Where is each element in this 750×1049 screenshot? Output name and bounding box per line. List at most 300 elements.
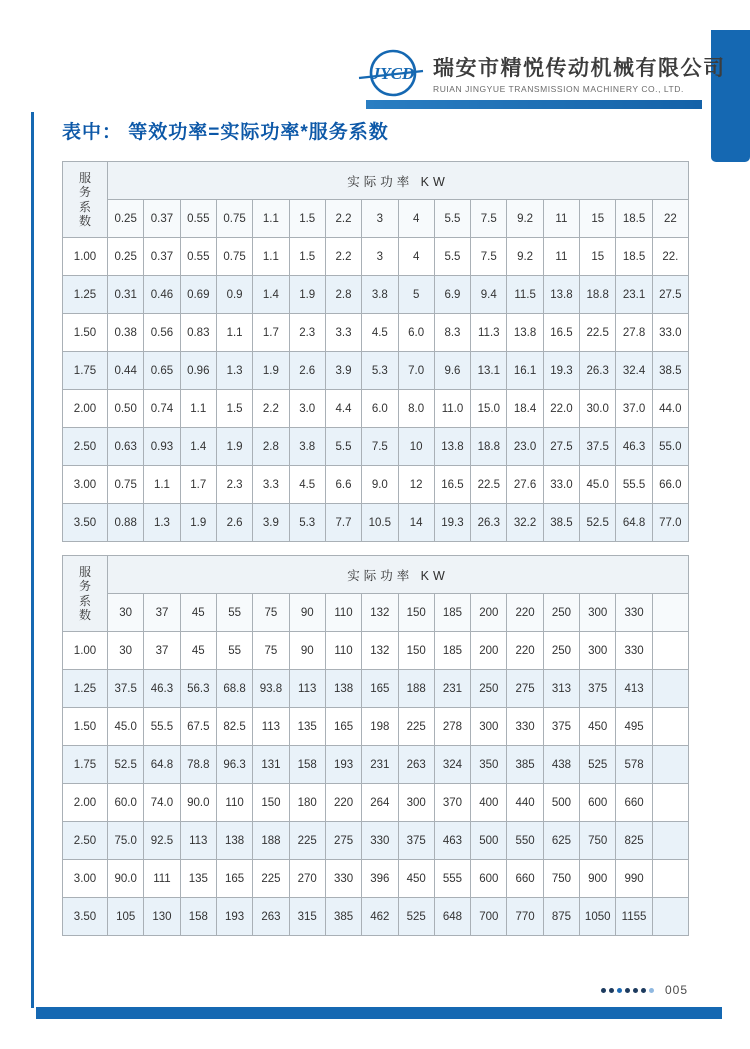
power-value-cell: 16.5 [543, 314, 579, 352]
power-value-cell [652, 632, 688, 670]
power-value-cell: 0.37 [144, 238, 180, 276]
actual-power-header: 实际功率 KW [108, 556, 689, 594]
power-value-cell: 875 [543, 898, 579, 936]
power-value-cell: 5.5 [325, 428, 361, 466]
power-value-cell: 3.3 [253, 466, 289, 504]
power-value-cell: 44.0 [652, 390, 688, 428]
power-value-cell: 105 [108, 898, 144, 936]
power-value-cell: 660 [507, 860, 543, 898]
power-value-cell: 60.0 [108, 784, 144, 822]
power-column-header: 250 [543, 594, 579, 632]
power-value-cell: 0.44 [108, 352, 144, 390]
power-value-cell: 11.3 [471, 314, 507, 352]
power-column-header: 4 [398, 200, 434, 238]
power-value-cell: 2.6 [289, 352, 325, 390]
power-value-cell: 600 [580, 784, 616, 822]
actual-power-header: 实际功率 KW [108, 162, 689, 200]
power-value-cell: 225 [253, 860, 289, 898]
service-factor-cell: 2.50 [63, 822, 108, 860]
power-value-cell: 463 [434, 822, 470, 860]
table-row [63, 276, 689, 314]
power-value-cell: 6.0 [362, 390, 398, 428]
power-value-cell: 578 [616, 746, 652, 784]
power-value-cell: 4 [398, 238, 434, 276]
power-value-cell: 55.5 [616, 466, 652, 504]
service-factor-cell: 3.00 [63, 860, 108, 898]
power-column-header [652, 594, 688, 632]
power-value-cell: 132 [362, 632, 398, 670]
power-table [62, 555, 689, 936]
power-column-header: 2.2 [325, 200, 361, 238]
power-value-cell: 270 [289, 860, 325, 898]
power-value-cell: 278 [434, 708, 470, 746]
power-value-cell: 2.6 [216, 504, 252, 542]
power-value-cell: 2.8 [325, 276, 361, 314]
power-value-cell: 33.0 [543, 466, 579, 504]
power-value-cell: 4.5 [362, 314, 398, 352]
power-value-cell: 231 [362, 746, 398, 784]
power-column-header: 300 [580, 594, 616, 632]
power-value-cell: 3.0 [289, 390, 325, 428]
power-column-header: 5.5 [434, 200, 470, 238]
tables-container [62, 161, 689, 936]
power-value-cell: 370 [434, 784, 470, 822]
power-column-header: 200 [471, 594, 507, 632]
power-value-cell: 33.0 [652, 314, 688, 352]
power-value-cell: 1.5 [289, 238, 325, 276]
page-footer [601, 983, 688, 997]
power-value-cell: 2.3 [289, 314, 325, 352]
power-value-cell: 67.5 [180, 708, 216, 746]
power-value-cell: 55.5 [144, 708, 180, 746]
power-value-cell: 385 [507, 746, 543, 784]
power-column-header: 45 [180, 594, 216, 632]
power-value-cell: 16.5 [434, 466, 470, 504]
power-value-cell: 165 [362, 670, 398, 708]
power-value-cell: 22. [652, 238, 688, 276]
power-column-header: 110 [325, 594, 361, 632]
page-content [62, 117, 689, 949]
service-factor-cell: 3.50 [63, 898, 108, 936]
power-column-header: 15 [580, 200, 616, 238]
footer-dot [609, 988, 614, 993]
power-value-cell: 113 [253, 708, 289, 746]
power-value-cell: 648 [434, 898, 470, 936]
service-factor-header: 服 务 系 数 [63, 162, 108, 238]
power-value-cell: 10 [398, 428, 434, 466]
table-row [63, 352, 689, 390]
power-column-header: 0.55 [180, 200, 216, 238]
power-value-cell: 3.3 [325, 314, 361, 352]
power-column-header: 150 [398, 594, 434, 632]
footer-dot [633, 988, 638, 993]
power-value-cell: 500 [471, 822, 507, 860]
power-value-cell: 158 [289, 746, 325, 784]
power-value-cell: 193 [216, 898, 252, 936]
table-row [63, 898, 689, 936]
power-value-cell: 330 [325, 860, 361, 898]
power-value-cell: 2.2 [253, 390, 289, 428]
service-factor-cell: 3.00 [63, 466, 108, 504]
power-value-cell: 130 [144, 898, 180, 936]
power-column-header: 37 [144, 594, 180, 632]
power-value-cell: 75 [253, 632, 289, 670]
power-value-cell: 45.0 [580, 466, 616, 504]
company-name-en: RUIAN JINGYUE TRANSMISSION MACHINERY CO., LTD. [433, 84, 684, 94]
power-value-cell: 700 [471, 898, 507, 936]
power-value-cell: 138 [216, 822, 252, 860]
table-row [63, 632, 689, 670]
power-value-cell: 52.5 [108, 746, 144, 784]
power-value-cell: 2.2 [325, 238, 361, 276]
power-value-cell: 413 [616, 670, 652, 708]
power-value-cell: 3.9 [325, 352, 361, 390]
power-value-cell: 1155 [616, 898, 652, 936]
power-value-cell: 38.5 [543, 504, 579, 542]
power-value-cell: 3.8 [362, 276, 398, 314]
power-value-cell: 45 [180, 632, 216, 670]
power-value-cell: 438 [543, 746, 579, 784]
power-value-cell [652, 898, 688, 936]
power-value-cell: 138 [325, 670, 361, 708]
table-row [63, 390, 689, 428]
power-value-cell: 555 [434, 860, 470, 898]
service-factor-cell: 3.50 [63, 504, 108, 542]
power-value-cell: 110 [325, 632, 361, 670]
power-value-cell: 220 [325, 784, 361, 822]
service-factor-cell: 1.50 [63, 314, 108, 352]
power-value-cell: 375 [398, 822, 434, 860]
power-value-cell: 158 [180, 898, 216, 936]
power-value-cell: 0.63 [108, 428, 144, 466]
power-column-header: 220 [507, 594, 543, 632]
footer-dot [649, 988, 654, 993]
power-value-cell: 45.0 [108, 708, 144, 746]
power-column-header: 185 [434, 594, 470, 632]
power-table [62, 161, 689, 542]
power-value-cell: 0.46 [144, 276, 180, 314]
power-value-cell: 6.6 [325, 466, 361, 504]
power-value-cell: 3.8 [289, 428, 325, 466]
header-accent-bar [366, 100, 702, 109]
power-value-cell: 93.8 [253, 670, 289, 708]
power-value-cell: 110 [216, 784, 252, 822]
power-column-header: 330 [616, 594, 652, 632]
power-value-cell: 0.88 [108, 504, 144, 542]
power-value-cell: 14 [398, 504, 434, 542]
power-value-cell: 64.8 [144, 746, 180, 784]
service-factor-cell: 1.50 [63, 708, 108, 746]
power-value-cell: 396 [362, 860, 398, 898]
table-row [63, 504, 689, 542]
power-value-cell: 275 [507, 670, 543, 708]
power-value-cell: 375 [543, 708, 579, 746]
power-value-cell: 90.0 [180, 784, 216, 822]
power-value-cell: 150 [398, 632, 434, 670]
power-value-cell: 350 [471, 746, 507, 784]
power-value-cell: 9.2 [507, 238, 543, 276]
power-value-cell: 19.3 [543, 352, 579, 390]
power-column-header: 55 [216, 594, 252, 632]
power-value-cell [652, 822, 688, 860]
power-value-cell: 96.3 [216, 746, 252, 784]
power-value-cell: 135 [180, 860, 216, 898]
company-text-block [433, 52, 726, 94]
power-value-cell: 11.5 [507, 276, 543, 314]
power-column-header: 132 [362, 594, 398, 632]
power-value-cell: 825 [616, 822, 652, 860]
power-value-cell: 375 [580, 670, 616, 708]
power-value-cell: 231 [434, 670, 470, 708]
power-value-cell: 18.8 [580, 276, 616, 314]
power-value-cell: 9.0 [362, 466, 398, 504]
power-value-cell: 46.3 [616, 428, 652, 466]
power-value-cell: 250 [543, 632, 579, 670]
power-value-cell: 330 [362, 822, 398, 860]
power-value-cell: 64.8 [616, 504, 652, 542]
service-factor-cell: 1.00 [63, 238, 108, 276]
power-value-cell: 400 [471, 784, 507, 822]
power-column-header: 9.2 [507, 200, 543, 238]
power-value-cell: 0.56 [144, 314, 180, 352]
power-value-cell: 113 [180, 822, 216, 860]
power-value-cell: 315 [289, 898, 325, 936]
power-value-cell: 55 [216, 632, 252, 670]
power-column-header: 3 [362, 200, 398, 238]
power-value-cell: 275 [325, 822, 361, 860]
power-value-cell: 27.6 [507, 466, 543, 504]
service-factor-cell: 2.00 [63, 390, 108, 428]
power-value-cell: 165 [216, 860, 252, 898]
power-value-cell: 37 [144, 632, 180, 670]
power-value-cell: 27.5 [543, 428, 579, 466]
power-value-cell: 900 [580, 860, 616, 898]
table-row [63, 314, 689, 352]
power-column-header: 0.75 [216, 200, 252, 238]
power-value-cell: 113 [289, 670, 325, 708]
power-value-cell: 300 [580, 632, 616, 670]
table-row [63, 670, 689, 708]
power-value-cell: 5 [398, 276, 434, 314]
power-value-cell: 462 [362, 898, 398, 936]
power-column-header: 22 [652, 200, 688, 238]
service-factor-cell: 1.75 [63, 746, 108, 784]
service-factor-cell: 1.75 [63, 352, 108, 390]
power-value-cell: 7.5 [362, 428, 398, 466]
power-value-cell: 300 [471, 708, 507, 746]
table-row [63, 466, 689, 504]
power-value-cell: 66.0 [652, 466, 688, 504]
power-value-cell: 10.5 [362, 504, 398, 542]
power-value-cell: 600 [471, 860, 507, 898]
power-value-cell: 500 [543, 784, 579, 822]
power-value-cell: 185 [434, 632, 470, 670]
power-column-header: 90 [289, 594, 325, 632]
power-value-cell: 8.0 [398, 390, 434, 428]
power-value-cell: 225 [289, 822, 325, 860]
power-value-cell: 0.50 [108, 390, 144, 428]
power-value-cell: 1.4 [253, 276, 289, 314]
power-value-cell: 660 [616, 784, 652, 822]
power-value-cell: 26.3 [471, 504, 507, 542]
power-column-header: 18.5 [616, 200, 652, 238]
power-value-cell: 1.7 [253, 314, 289, 352]
power-value-cell: 0.65 [144, 352, 180, 390]
power-value-cell: 27.8 [616, 314, 652, 352]
page-title: 表中： 等效功率=实际功率*服务系数 [62, 122, 389, 143]
power-value-cell: 111 [144, 860, 180, 898]
service-factor-cell: 2.00 [63, 784, 108, 822]
power-column-header: 0.25 [108, 200, 144, 238]
power-value-cell: 52.5 [580, 504, 616, 542]
power-value-cell: 27.5 [652, 276, 688, 314]
power-value-cell: 0.38 [108, 314, 144, 352]
power-value-cell: 75.0 [108, 822, 144, 860]
footer-dot [641, 988, 646, 993]
power-value-cell: 2.8 [253, 428, 289, 466]
power-value-cell: 200 [471, 632, 507, 670]
power-value-cell: 23.0 [507, 428, 543, 466]
service-factor-cell: 2.50 [63, 428, 108, 466]
power-value-cell: 225 [398, 708, 434, 746]
table-row [63, 428, 689, 466]
power-value-cell: 220 [507, 632, 543, 670]
page-header [358, 46, 726, 100]
power-value-cell: 82.5 [216, 708, 252, 746]
power-value-cell: 1.1 [216, 314, 252, 352]
power-value-cell: 495 [616, 708, 652, 746]
service-factor-cell: 1.25 [63, 670, 108, 708]
power-value-cell: 0.75 [216, 238, 252, 276]
power-value-cell: 15 [580, 238, 616, 276]
power-value-cell: 1.1 [144, 466, 180, 504]
power-value-cell: 1.1 [180, 390, 216, 428]
power-value-cell: 22.0 [543, 390, 579, 428]
power-value-cell: 92.5 [144, 822, 180, 860]
service-factor-cell: 1.00 [63, 632, 108, 670]
table-row [63, 860, 689, 898]
power-value-cell: 37.0 [616, 390, 652, 428]
power-value-cell: 68.8 [216, 670, 252, 708]
power-value-cell: 56.3 [180, 670, 216, 708]
power-value-cell: 1.1 [253, 238, 289, 276]
power-value-cell: 188 [398, 670, 434, 708]
power-value-cell: 9.4 [471, 276, 507, 314]
power-value-cell: 8.3 [434, 314, 470, 352]
power-value-cell: 1.9 [180, 504, 216, 542]
power-value-cell: 385 [325, 898, 361, 936]
footer-dot [617, 988, 622, 993]
power-value-cell: 0.55 [180, 238, 216, 276]
power-value-cell: 90.0 [108, 860, 144, 898]
power-value-cell: 131 [253, 746, 289, 784]
power-column-header: 30 [108, 594, 144, 632]
left-accent-line [31, 112, 34, 1008]
power-value-cell: 6.9 [434, 276, 470, 314]
power-value-cell: 625 [543, 822, 579, 860]
power-value-cell: 180 [289, 784, 325, 822]
power-column-header: 11 [543, 200, 579, 238]
power-value-cell: 263 [398, 746, 434, 784]
power-value-cell: 13.8 [434, 428, 470, 466]
logo-icon [358, 46, 424, 100]
power-value-cell: 264 [362, 784, 398, 822]
power-value-cell: 32.2 [507, 504, 543, 542]
logo-text: JYCD [371, 64, 415, 83]
power-value-cell: 22.5 [471, 466, 507, 504]
power-value-cell: 1.9 [289, 276, 325, 314]
power-value-cell: 5.3 [362, 352, 398, 390]
power-value-cell: 198 [362, 708, 398, 746]
power-value-cell: 18.4 [507, 390, 543, 428]
power-value-cell: 1.9 [216, 428, 252, 466]
power-value-cell: 13.1 [471, 352, 507, 390]
power-value-cell: 9.6 [434, 352, 470, 390]
power-value-cell: 1.4 [180, 428, 216, 466]
power-value-cell: 2.3 [216, 466, 252, 504]
power-value-cell: 1.9 [253, 352, 289, 390]
table-row [63, 708, 689, 746]
power-value-cell: 74.0 [144, 784, 180, 822]
power-value-cell: 6.0 [398, 314, 434, 352]
power-value-cell: 1050 [580, 898, 616, 936]
power-column-header: 0.37 [144, 200, 180, 238]
power-value-cell: 13.8 [507, 314, 543, 352]
power-value-cell: 525 [398, 898, 434, 936]
power-value-cell: 0.75 [108, 466, 144, 504]
power-value-cell: 1.3 [216, 352, 252, 390]
power-value-cell: 3.9 [253, 504, 289, 542]
power-value-cell: 0.69 [180, 276, 216, 314]
power-value-cell [652, 670, 688, 708]
table-row [63, 822, 689, 860]
power-value-cell: 4.4 [325, 390, 361, 428]
page-number: 005 [664, 983, 688, 997]
power-value-cell: 165 [325, 708, 361, 746]
power-value-cell: 18.8 [471, 428, 507, 466]
power-value-cell [652, 746, 688, 784]
service-factor-header: 服 务 系 数 [63, 556, 108, 632]
power-value-cell: 3 [362, 238, 398, 276]
power-column-header: 1.1 [253, 200, 289, 238]
power-value-cell: 0.93 [144, 428, 180, 466]
power-value-cell: 15.0 [471, 390, 507, 428]
power-value-cell: 16.1 [507, 352, 543, 390]
power-value-cell: 32.4 [616, 352, 652, 390]
power-value-cell: 5.5 [434, 238, 470, 276]
power-value-cell: 7.7 [325, 504, 361, 542]
footer-dot [601, 988, 606, 993]
power-value-cell: 550 [507, 822, 543, 860]
power-column-header: 75 [253, 594, 289, 632]
power-value-cell: 11 [543, 238, 579, 276]
footer-dot [625, 988, 630, 993]
footer-dots [601, 988, 654, 993]
power-value-cell: 4.5 [289, 466, 325, 504]
power-value-cell: 7.5 [471, 238, 507, 276]
power-value-cell: 450 [398, 860, 434, 898]
table-row [63, 784, 689, 822]
power-value-cell: 37.5 [580, 428, 616, 466]
power-value-cell: 18.5 [616, 238, 652, 276]
power-value-cell: 324 [434, 746, 470, 784]
power-column-header: 7.5 [471, 200, 507, 238]
power-value-cell: 0.9 [216, 276, 252, 314]
power-value-cell: 22.5 [580, 314, 616, 352]
power-value-cell: 26.3 [580, 352, 616, 390]
power-value-cell: 5.3 [289, 504, 325, 542]
power-value-cell: 11.0 [434, 390, 470, 428]
